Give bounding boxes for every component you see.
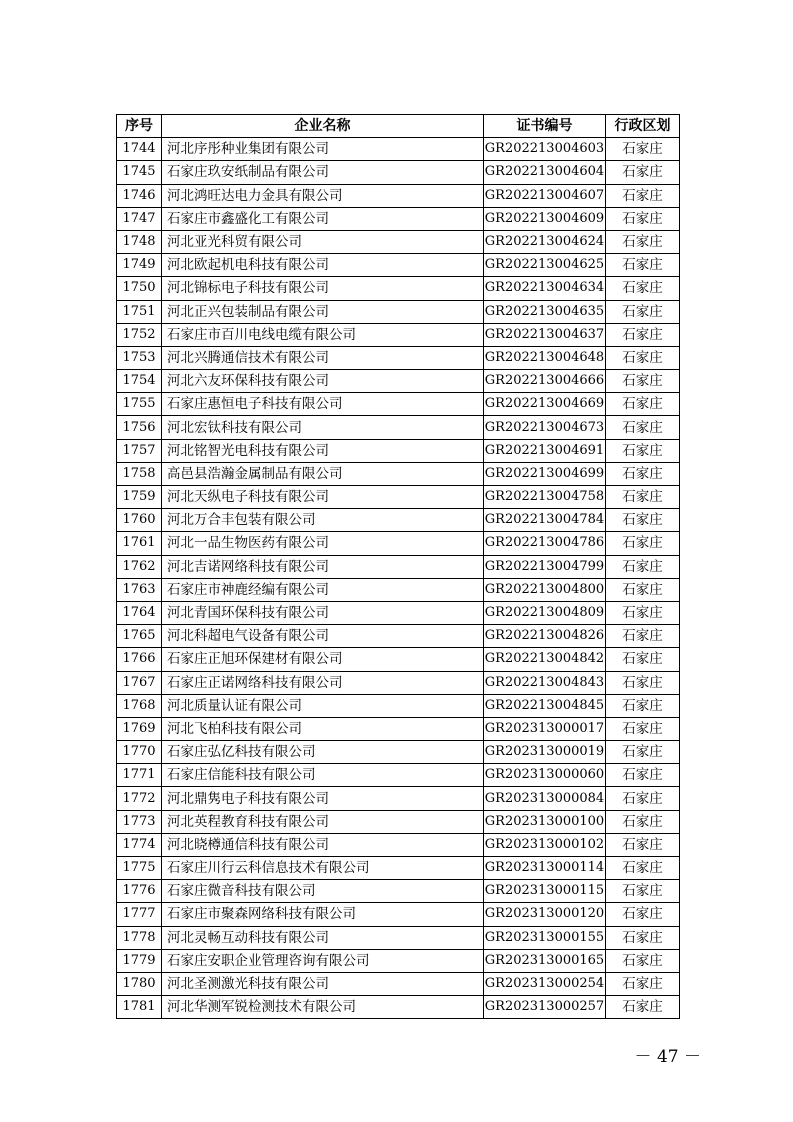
table-row [117, 764, 680, 787]
company-name-cell: 河北兴腾通信技术有限公司 [162, 346, 484, 369]
company-name-cell: 高邑县浩瀚金属制品有限公司 [162, 462, 484, 485]
table-row [117, 393, 680, 416]
region-cell: 石家庄 [606, 926, 680, 949]
region-cell: 石家庄 [606, 254, 680, 277]
certificate-number-cell: GR202213004666 [484, 370, 606, 393]
seq-cell: 1744 [117, 138, 162, 161]
region-cell: 石家庄 [606, 439, 680, 462]
table-row [117, 300, 680, 323]
company-name-cell: 石家庄正旭环保建材有限公司 [162, 648, 484, 671]
certificate-number-cell: GR202213004699 [484, 462, 606, 485]
region-cell: 石家庄 [606, 601, 680, 624]
company-name-cell: 河北灵畅互动科技有限公司 [162, 926, 484, 949]
company-name-cell: 河北六友环保科技有限公司 [162, 370, 484, 393]
table-row [117, 787, 680, 810]
seq-cell: 1781 [117, 996, 162, 1019]
header-seq: 序号 [117, 115, 162, 138]
certificate-number-cell: GR202213004799 [484, 555, 606, 578]
table-row [117, 323, 680, 346]
certificate-number-cell: GR202313000019 [484, 741, 606, 764]
table-row [117, 857, 680, 880]
certificate-number-cell: GR202213004634 [484, 277, 606, 300]
table-row [117, 578, 680, 601]
table-row [117, 254, 680, 277]
certificate-number-cell: GR202213004845 [484, 694, 606, 717]
header-region: 行政区划 [606, 115, 680, 138]
seq-cell: 1780 [117, 972, 162, 995]
table-row [117, 370, 680, 393]
seq-cell: 1757 [117, 439, 162, 462]
region-cell: 石家庄 [606, 625, 680, 648]
certificate-number-cell: GR202213004604 [484, 161, 606, 184]
table-row [117, 486, 680, 509]
company-name-cell: 石家庄市神鹿经编有限公司 [162, 578, 484, 601]
certificate-number-cell: GR202213004826 [484, 625, 606, 648]
seq-cell: 1769 [117, 717, 162, 740]
region-cell: 石家庄 [606, 207, 680, 230]
table-row [117, 161, 680, 184]
company-name-cell: 河北青国环保科技有限公司 [162, 601, 484, 624]
seq-cell: 1768 [117, 694, 162, 717]
seq-cell: 1777 [117, 903, 162, 926]
table-row [117, 601, 680, 624]
seq-cell: 1778 [117, 926, 162, 949]
region-cell: 石家庄 [606, 972, 680, 995]
company-name-cell: 石家庄市鑫盛化工有限公司 [162, 207, 484, 230]
certificate-number-cell: GR202213004607 [484, 184, 606, 207]
region-cell: 石家庄 [606, 138, 680, 161]
seq-cell: 1770 [117, 741, 162, 764]
seq-cell: 1752 [117, 323, 162, 346]
seq-cell: 1747 [117, 207, 162, 230]
region-cell: 石家庄 [606, 578, 680, 601]
region-cell: 石家庄 [606, 810, 680, 833]
seq-cell: 1750 [117, 277, 162, 300]
company-name-cell: 石家庄川行云科信息技术有限公司 [162, 857, 484, 880]
region-cell: 石家庄 [606, 184, 680, 207]
certificate-number-cell: GR202213004669 [484, 393, 606, 416]
company-name-cell: 河北欧起机电科技有限公司 [162, 254, 484, 277]
region-cell: 石家庄 [606, 370, 680, 393]
region-cell: 石家庄 [606, 764, 680, 787]
region-cell: 石家庄 [606, 903, 680, 926]
seq-cell: 1753 [117, 346, 162, 369]
seq-cell: 1754 [117, 370, 162, 393]
seq-cell: 1764 [117, 601, 162, 624]
company-name-cell: 石家庄正诺网络科技有限公司 [162, 671, 484, 694]
region-cell: 石家庄 [606, 346, 680, 369]
company-name-cell: 河北鼎隽电子科技有限公司 [162, 787, 484, 810]
region-cell: 石家庄 [606, 462, 680, 485]
company-name-cell: 河北锦标电子科技有限公司 [162, 277, 484, 300]
page-number: － 47 － [634, 1047, 701, 1067]
certificate-number-cell: GR202213004609 [484, 207, 606, 230]
table-row [117, 346, 680, 369]
certificate-number-cell: GR202213004784 [484, 509, 606, 532]
certificate-number-cell: GR202313000100 [484, 810, 606, 833]
region-cell: 石家庄 [606, 949, 680, 972]
region-cell: 石家庄 [606, 300, 680, 323]
company-name-cell: 河北华测军锐检测技术有限公司 [162, 996, 484, 1019]
table-row [117, 555, 680, 578]
company-name-cell: 河北圣测激光科技有限公司 [162, 972, 484, 995]
company-name-cell: 河北飞柏科技有限公司 [162, 717, 484, 740]
certificate-number-cell: GR202213004786 [484, 532, 606, 555]
seq-cell: 1751 [117, 300, 162, 323]
company-name-cell: 河北吉诺网络科技有限公司 [162, 555, 484, 578]
table-row [117, 184, 680, 207]
certificate-number-cell: GR202213004800 [484, 578, 606, 601]
region-cell: 石家庄 [606, 694, 680, 717]
company-name-cell: 河北科超电气设备有限公司 [162, 625, 484, 648]
table-row [117, 949, 680, 972]
region-cell: 石家庄 [606, 323, 680, 346]
certificate-number-cell: GR202313000254 [484, 972, 606, 995]
seq-cell: 1745 [117, 161, 162, 184]
certificate-number-cell: GR202313000155 [484, 926, 606, 949]
seq-cell: 1759 [117, 486, 162, 509]
seq-cell: 1773 [117, 810, 162, 833]
region-cell: 石家庄 [606, 857, 680, 880]
seq-cell: 1748 [117, 230, 162, 253]
seq-cell: 1772 [117, 787, 162, 810]
seq-cell: 1749 [117, 254, 162, 277]
region-cell: 石家庄 [606, 741, 680, 764]
certificate-number-cell: GR202213004843 [484, 671, 606, 694]
certificate-number-cell: GR202313000060 [484, 764, 606, 787]
company-name-cell: 河北万合丰包装有限公司 [162, 509, 484, 532]
company-name-cell: 石家庄玖安纸制品有限公司 [162, 161, 484, 184]
seq-cell: 1763 [117, 578, 162, 601]
region-cell: 石家庄 [606, 880, 680, 903]
table-row [117, 903, 680, 926]
certificate-number-cell: GR202313000102 [484, 833, 606, 856]
table-row [117, 833, 680, 856]
table-row [117, 625, 680, 648]
seq-cell: 1767 [117, 671, 162, 694]
company-name-cell: 河北鸿旺达电力金具有限公司 [162, 184, 484, 207]
seq-cell: 1762 [117, 555, 162, 578]
seq-cell: 1760 [117, 509, 162, 532]
table-row [117, 277, 680, 300]
table-row [117, 926, 680, 949]
certificate-number-cell: GR202313000017 [484, 717, 606, 740]
certificate-number-cell: GR202213004842 [484, 648, 606, 671]
certificate-number-cell: GR202213004624 [484, 230, 606, 253]
header-company-name: 企业名称 [162, 115, 484, 138]
certificate-number-cell: GR202213004673 [484, 416, 606, 439]
region-cell: 石家庄 [606, 393, 680, 416]
seq-cell: 1746 [117, 184, 162, 207]
certificate-number-cell: GR202213004691 [484, 439, 606, 462]
region-cell: 石家庄 [606, 277, 680, 300]
certificate-number-cell: GR202213004625 [484, 254, 606, 277]
certificate-number-cell: GR202213004637 [484, 323, 606, 346]
seq-cell: 1755 [117, 393, 162, 416]
company-name-cell: 河北质量认证有限公司 [162, 694, 484, 717]
certificate-number-cell: GR202213004758 [484, 486, 606, 509]
company-name-cell: 河北天纵电子科技有限公司 [162, 486, 484, 509]
company-name-cell: 河北一品生物医药有限公司 [162, 532, 484, 555]
table-row [117, 138, 680, 161]
region-cell: 石家庄 [606, 509, 680, 532]
region-cell: 石家庄 [606, 555, 680, 578]
region-cell: 石家庄 [606, 996, 680, 1019]
seq-cell: 1771 [117, 764, 162, 787]
certificate-number-cell: GR202213004635 [484, 300, 606, 323]
header-certificate-number: 证书编号 [484, 115, 606, 138]
seq-cell: 1776 [117, 880, 162, 903]
table-row [117, 810, 680, 833]
company-name-cell: 河北正兴包装制品有限公司 [162, 300, 484, 323]
table-row [117, 717, 680, 740]
company-name-cell: 石家庄微音科技有限公司 [162, 880, 484, 903]
table-row [117, 509, 680, 532]
region-cell: 石家庄 [606, 416, 680, 439]
enterprise-table [116, 114, 680, 1019]
company-name-cell: 河北英程教育科技有限公司 [162, 810, 484, 833]
seq-cell: 1758 [117, 462, 162, 485]
seq-cell: 1774 [117, 833, 162, 856]
certificate-number-cell: GR202213004648 [484, 346, 606, 369]
table-row [117, 207, 680, 230]
certificate-number-cell: GR202313000257 [484, 996, 606, 1019]
company-name-cell: 石家庄市聚森网络科技有限公司 [162, 903, 484, 926]
company-name-cell: 河北晓樽通信科技有限公司 [162, 833, 484, 856]
region-cell: 石家庄 [606, 671, 680, 694]
table-row [117, 230, 680, 253]
table-row [117, 972, 680, 995]
company-name-cell: 石家庄安职企业管理咨询有限公司 [162, 949, 484, 972]
table-row [117, 694, 680, 717]
company-name-cell: 河北亚光科贸有限公司 [162, 230, 484, 253]
certificate-number-cell: GR202313000084 [484, 787, 606, 810]
region-cell: 石家庄 [606, 486, 680, 509]
seq-cell: 1766 [117, 648, 162, 671]
seq-cell: 1765 [117, 625, 162, 648]
certificate-number-cell: GR202313000165 [484, 949, 606, 972]
region-cell: 石家庄 [606, 532, 680, 555]
company-name-cell: 石家庄市百川电线电缆有限公司 [162, 323, 484, 346]
seq-cell: 1761 [117, 532, 162, 555]
table-row [117, 439, 680, 462]
certificate-number-cell: GR202213004603 [484, 138, 606, 161]
table-row [117, 416, 680, 439]
seq-cell: 1779 [117, 949, 162, 972]
table-row [117, 741, 680, 764]
seq-cell: 1775 [117, 857, 162, 880]
table-row [117, 880, 680, 903]
region-cell: 石家庄 [606, 787, 680, 810]
table-row [117, 996, 680, 1019]
region-cell: 石家庄 [606, 648, 680, 671]
table-row [117, 462, 680, 485]
company-name-cell: 河北铭智光电科技有限公司 [162, 439, 484, 462]
company-name-cell: 石家庄信能科技有限公司 [162, 764, 484, 787]
certificate-number-cell: GR202313000114 [484, 857, 606, 880]
certificate-number-cell: GR202213004809 [484, 601, 606, 624]
table-header-row [117, 115, 680, 138]
company-name-cell: 石家庄惠恒电子科技有限公司 [162, 393, 484, 416]
table-body [117, 138, 680, 1019]
company-name-cell: 河北宏钛科技有限公司 [162, 416, 484, 439]
certificate-number-cell: GR202313000115 [484, 880, 606, 903]
table-row [117, 671, 680, 694]
certificate-number-cell: GR202313000120 [484, 903, 606, 926]
company-name-cell: 河北序彤种业集团有限公司 [162, 138, 484, 161]
table-row [117, 648, 680, 671]
region-cell: 石家庄 [606, 161, 680, 184]
company-name-cell: 石家庄弘亿科技有限公司 [162, 741, 484, 764]
table-row [117, 532, 680, 555]
region-cell: 石家庄 [606, 717, 680, 740]
region-cell: 石家庄 [606, 230, 680, 253]
region-cell: 石家庄 [606, 833, 680, 856]
seq-cell: 1756 [117, 416, 162, 439]
